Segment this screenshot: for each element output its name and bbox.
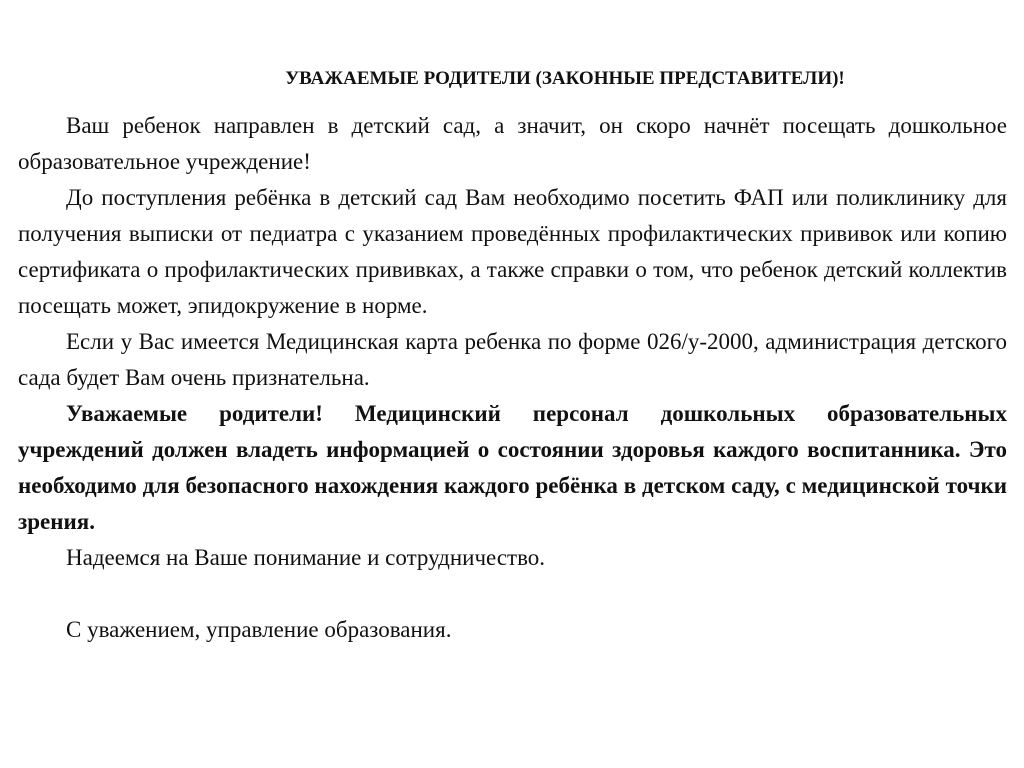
paragraph-important-notice: Уважаемые родители! Медицинский персонал дошкольных образовательных учреждений должен владеть информацией о состоянии здоровья каждого воспитанника. Это необходимо для безопасного нахождения каждого ребёнка в детском саду, с медицинской точки зрения. [18,401,1007,534]
paragraph-intro: Ваш ребенок направлен в детский сад, а значит, он скоро начнёт посещать дошкольное образовательное учреждение! [18,113,1007,174]
closing-signature: С уважением, управление образования. [66,617,452,642]
document-page [18,66,1007,746]
blank-line [18,576,1007,612]
paragraph-understanding: Надеемся на Ваше понимание и сотрудничество. [66,545,546,570]
document-title: УВАЖАЕМЫЕ РОДИТЕЛИ (ЗАКОННЫЕ ПРЕДСТАВИТЕЛИ)! [285,68,845,89]
paragraph-medical-card: Если у Вас имеется Медицинская карта ребенка по форме 026/у-2000, администрация детского сада будет Вам очень признательна. [18,329,1007,390]
paragraph-requirements: До поступления ребёнка в детский сад Вам необходимо посетить ФАП или поликлинику для получения выписки от педиатра с указанием проведённых профилактических прививок или копию сертификата о профилактических прививках, а также справки о том, что ребенок детский коллектив посещать может, эпидокружение в норме. [18,185,1007,318]
